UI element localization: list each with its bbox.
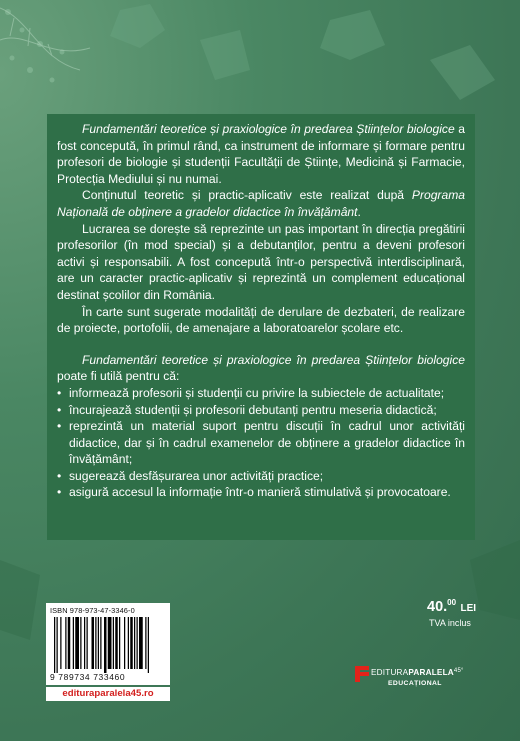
description-paragraph-1: Fundamentări teoretice și praxiologice în predarea Științelor biologice a fost concepută, în primul rând, ca instrument de informare și formare pentru profesori de biologie și studenții Facultății de Științe, Medicină și Farmacie, Protecția Mediului și nu numai. <box>57 122 465 186</box>
list-item: • sugerează desfășurarea unor activități practice; <box>57 468 465 485</box>
back-cover-description <box>47 114 475 540</box>
book-title-ref: Fundamentări teoretice și praxiologice în predarea Științelor biologice <box>82 352 465 367</box>
price-currency: LEI <box>460 603 477 614</box>
list-item: • încurajează studenții și profesorii debutanți pentru meseria didactică; <box>57 402 465 419</box>
barcode-number: 9 789734 733460 <box>50 672 126 682</box>
description-paragraph-4: În carte sunt sugerate modalități de derulare de dezbateri, de realizare de proiecte, portofolii, de amenajare a laboratoarelor școlare etc. <box>57 304 465 336</box>
tva-note: TVA inclus <box>429 618 471 628</box>
description-paragraph-2: Conținutul teoretic și practic-aplicativ este realizat după Programa Națională de obținere a gradelor didactice în învățământ. <box>57 188 465 219</box>
publisher-imprint: EDUCAȚIONAL <box>388 680 442 687</box>
price-decimals: 00 <box>447 598 457 607</box>
list-item: • informează profesorii și studenții cu privire la subiectele de actualitate; <box>57 385 465 402</box>
isbn-text: ISBN 978-973-47-3346-0 <box>50 606 135 615</box>
list-item: • reprezintă un material suport pentru discuții în cadrul unor activități didactice, dar și în cadrul examenelor de obținere a gradelor didactice în învățământ; <box>57 418 465 468</box>
book-title-ref: Fundamentări teoretice și praxiologice în predarea Științelor biologice <box>82 122 455 136</box>
description-paragraph-3: Lucrarea se dorește să reprezinte un pas important în direcția pregătirii profesorilor (în mod special) și a debutanților, pentru a deveni profesori activi și responsabili. A fost concepută într-o perspectivă interdisciplinară, are un caracter practic-aplicativ și reprezintă un complement educațional destinat școlilor din România. <box>57 221 465 302</box>
publisher-name: $EDITURAPARALELA^{45^\circ}$ <box>371 668 464 677</box>
price <box>427 598 476 616</box>
programa-ref: Programa Națională de obținere a gradelor didactice în învățământ <box>57 188 465 219</box>
publisher-logo <box>355 666 480 696</box>
price-main: 40. <box>427 599 448 615</box>
barcode-image <box>50 617 166 673</box>
barcode-panel <box>46 603 170 685</box>
description-paragraph-5: Fundamentări teoretice și praxiologice în predarea Științelor biologice poate fi utilă pentru că: <box>57 352 465 384</box>
list-item: • asigură accesul la informație într-o manieră stimulativă și provocatoare. <box>57 484 465 501</box>
paralela45-logo-icon <box>355 666 369 682</box>
uses-list <box>57 385 465 501</box>
website-link[interactable]: edituraparalela45.ro <box>46 687 170 701</box>
